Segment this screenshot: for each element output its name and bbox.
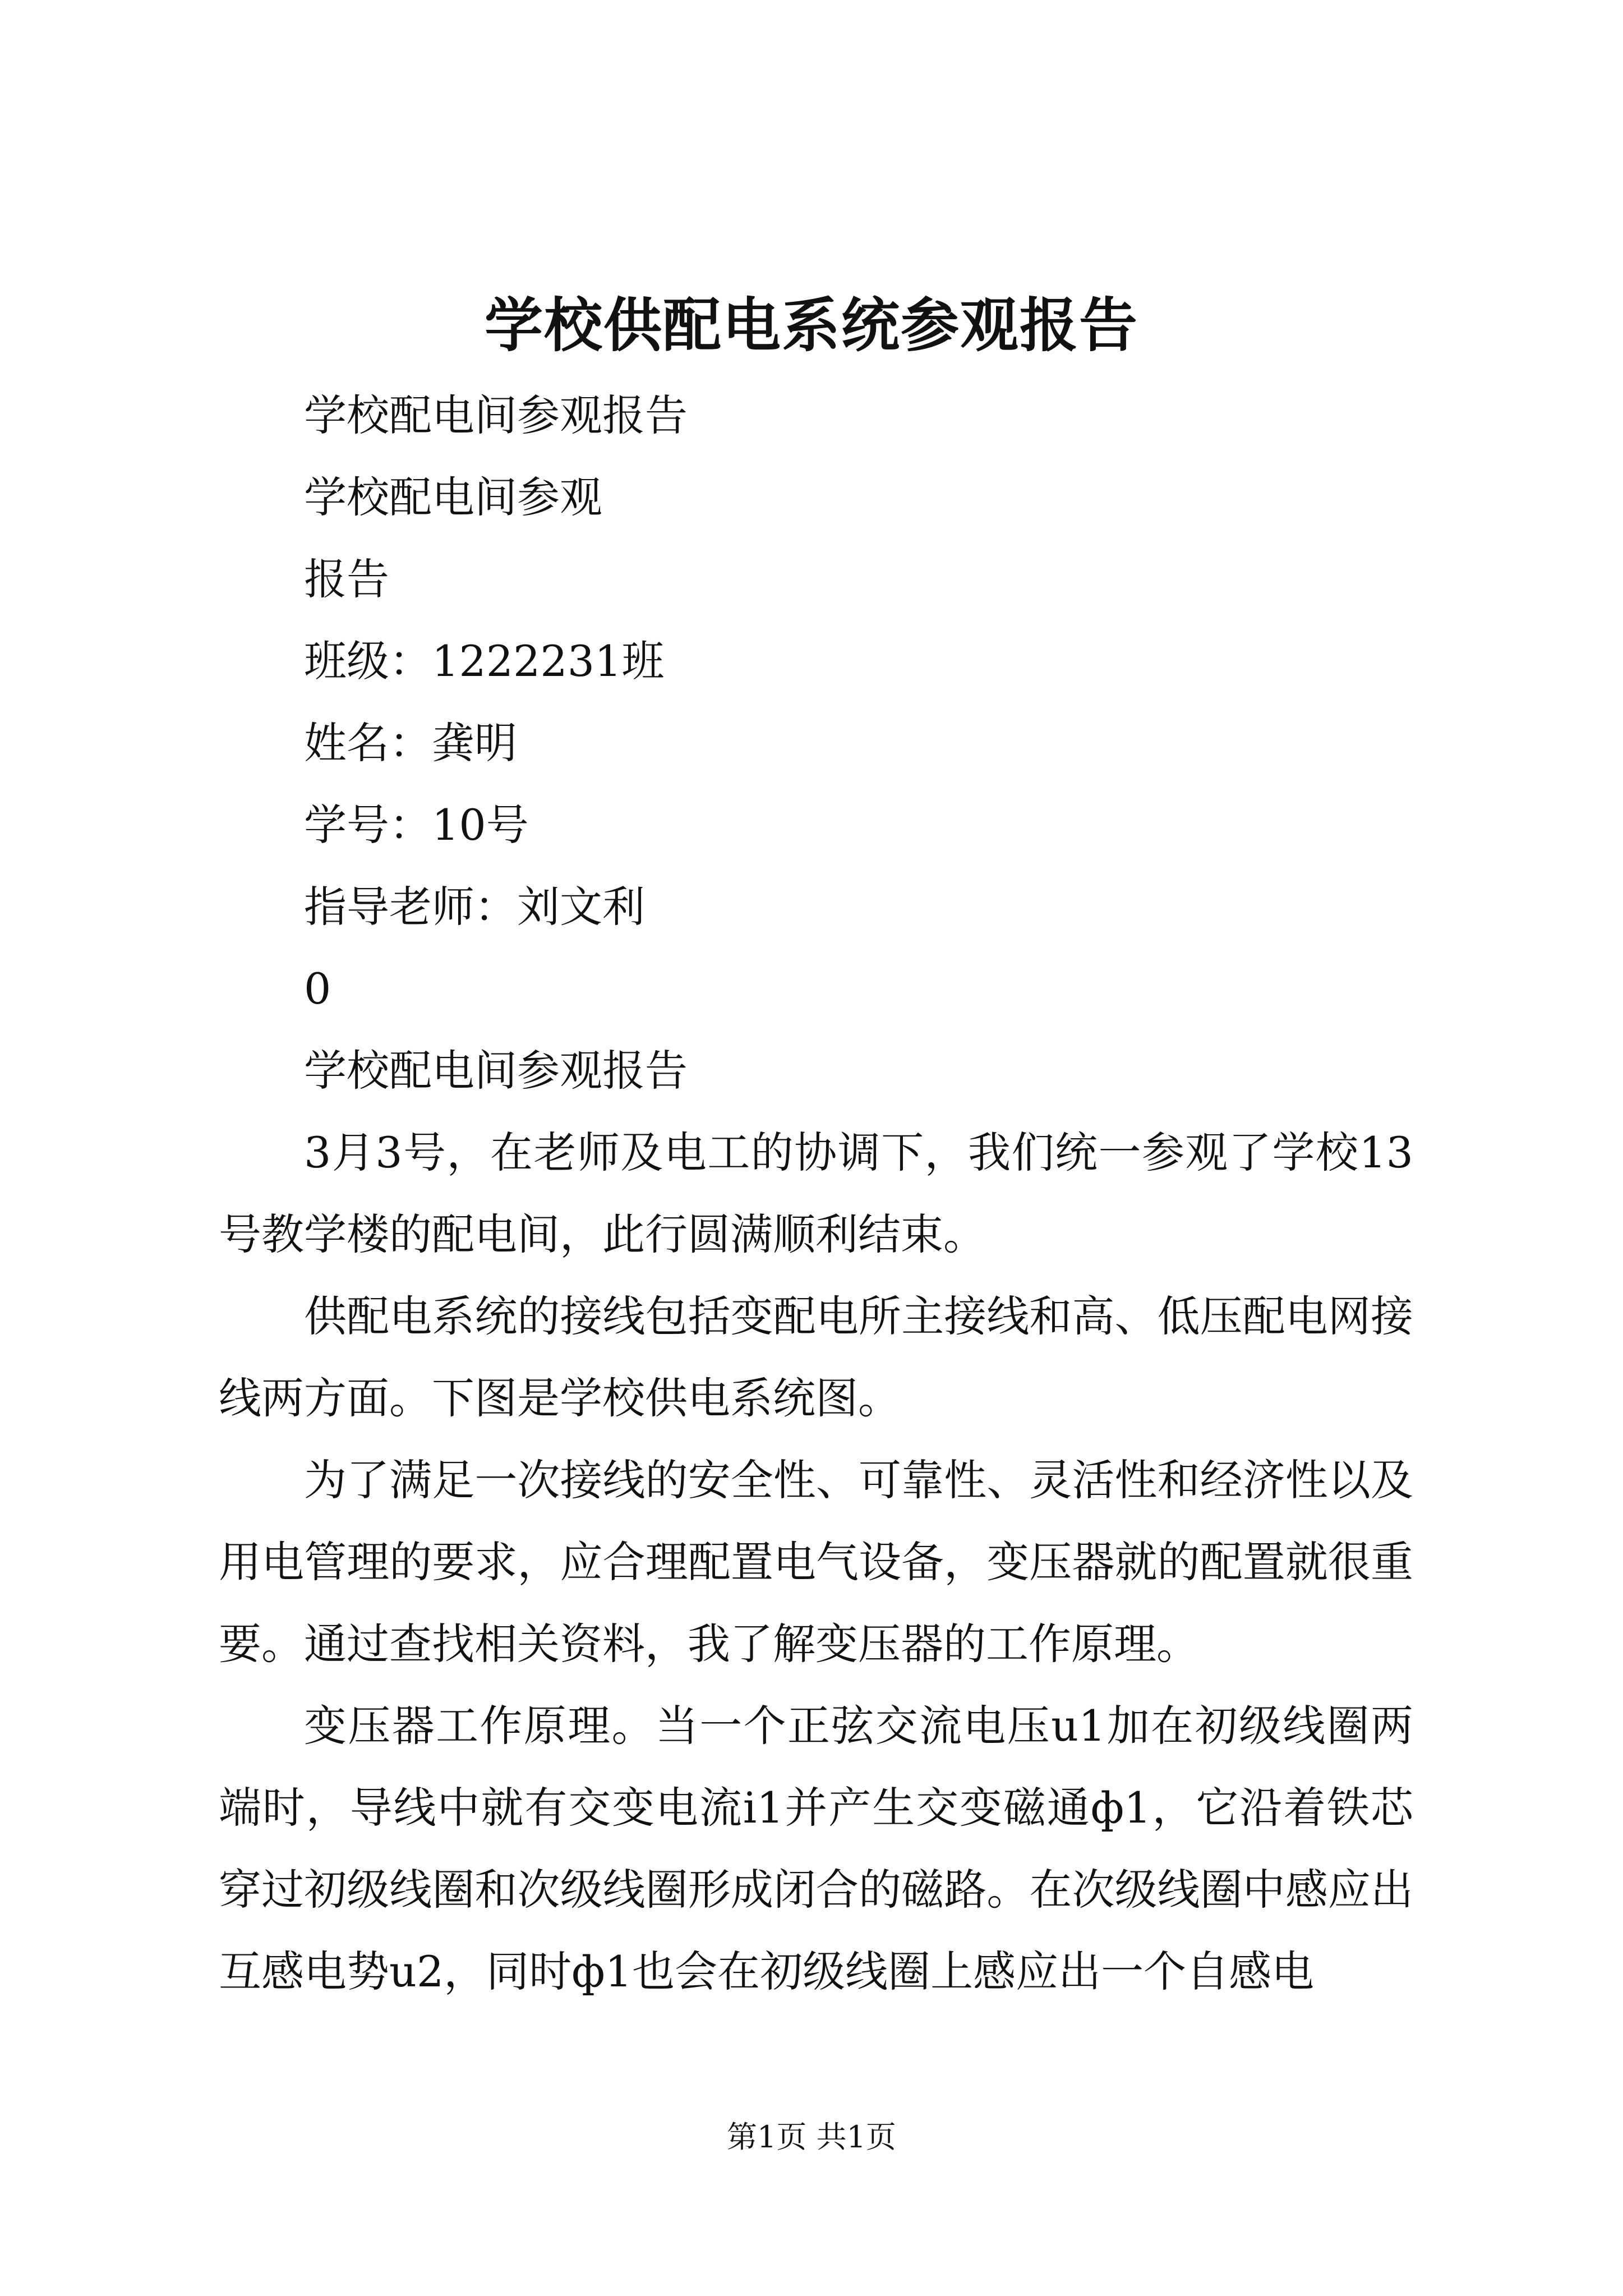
cover-line-class: 班级：1222231班 <box>304 636 665 686</box>
cover-line-student-number: 学号：10号 <box>304 800 529 850</box>
cover-line-report: 报告 <box>304 554 389 604</box>
cover-line-advisor: 指导老师：刘文利 <box>304 882 645 932</box>
paragraph-transformer-principle: 变压器工作原理。当一个正弦交流电压u1加在初级线圈两端时，导线中就有交变电流i1并产生交变磁通ф1，它沿着铁芯穿过初级线圈和次级线圈形成闭合的磁路。在次级线圈中感应出互感电势u2，同时ф1也会在初级线圈上感应出一个自感电 <box>219 1701 1413 1996</box>
cover-line-report-heading: 学校配电间参观报告 <box>304 390 688 440</box>
cover-line-zero: 0 <box>304 964 331 1014</box>
paragraph-visit: 3月3号，在老师及电工的协调下，我们统一参观了学校13号教学楼的配电间，此行圆满顺利结束。 <box>219 1128 1413 1259</box>
document-body <box>219 375 1413 2013</box>
paragraph-requirements: 为了满足一次接线的安全性、可靠性、灵活性和经济性以及用电管理的要求，应合理配置电气设备，变压器就的配置就很重要。通过查找相关资料，我了解变压器的工作原理。 <box>219 1455 1413 1669</box>
page-footer: 第1页 共1页 <box>727 2119 896 2155</box>
cover-line-subtitle: 学校配电间参观 <box>304 472 602 522</box>
paragraph-wiring: 供配电系统的接线包括变配电所主接线和高、低压配电网接线两方面。下图是学校供电系统图。 <box>219 1291 1413 1423</box>
cover-line-name: 姓名：龚明 <box>304 718 517 768</box>
document-title: 学校供配电系统参观报告 <box>484 291 1138 360</box>
section-heading: 学校配电间参观报告 <box>304 1046 688 1096</box>
